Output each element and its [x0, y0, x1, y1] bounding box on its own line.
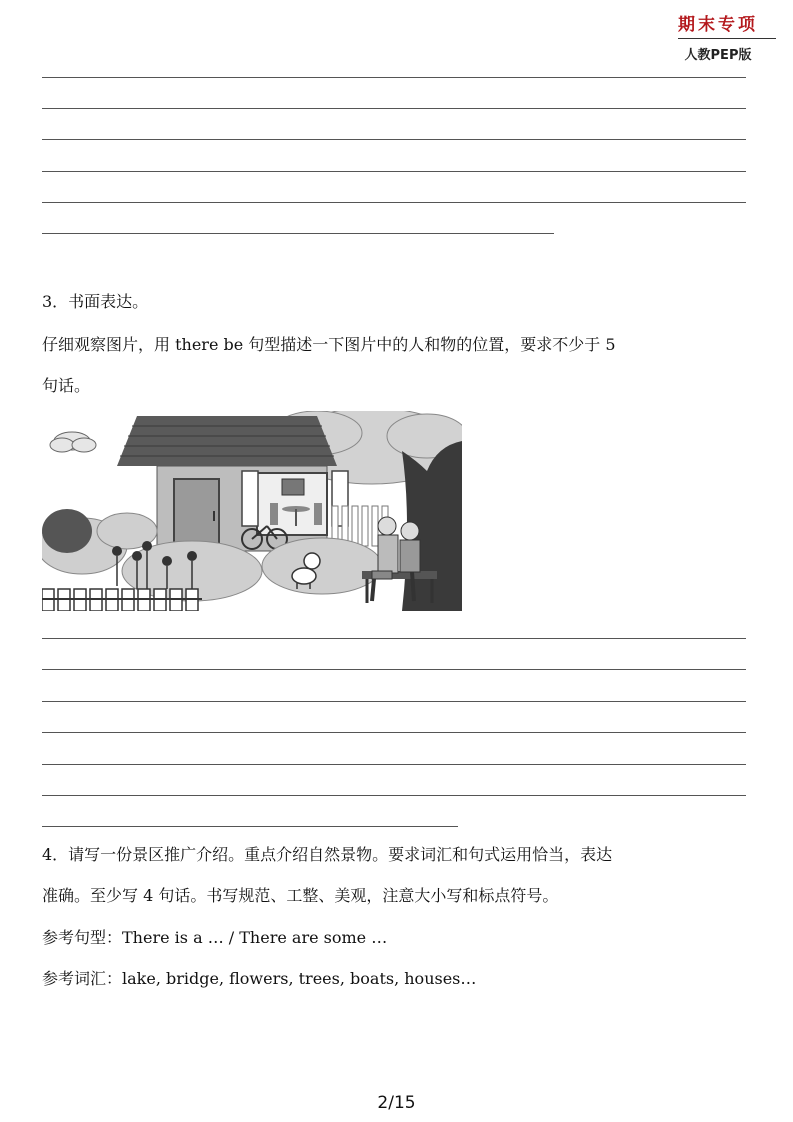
- q4-vocabulary-reference: 参考词汇：lake, bridge, flowers, trees, boats, houses…: [42, 969, 477, 988]
- house-garden-illustration: [42, 411, 462, 611]
- house-door: [174, 479, 219, 551]
- answer-line: [42, 669, 746, 670]
- man-body: [378, 535, 398, 573]
- answer-line: [42, 795, 746, 796]
- answer-line: [42, 638, 746, 639]
- man-head: [378, 517, 396, 535]
- answer-line: [42, 202, 746, 203]
- header-edition: 人教PEP版: [684, 48, 752, 63]
- answer-line: [42, 233, 554, 234]
- answer-line: [42, 701, 746, 702]
- house-roof: [117, 416, 337, 466]
- answer-line: [42, 826, 458, 827]
- q3-heading: 3．书面表达。: [42, 292, 149, 311]
- header-title: 期末专项: [678, 15, 758, 35]
- dark-shrub: [42, 509, 92, 553]
- woman-head: [401, 522, 419, 540]
- chair: [314, 503, 322, 525]
- q4-sentence-reference: 参考句型：There is a … / There are some …: [42, 928, 388, 947]
- q4-line-2: 准确。至少写 4 句话。书写规范、工整、美观，注意大小写和标点符号。: [42, 886, 559, 905]
- q3-instruction-line-2: 句话。: [42, 376, 91, 395]
- woman-body: [400, 540, 420, 572]
- answer-line: [42, 764, 746, 765]
- answer-line: [42, 732, 746, 733]
- q4-line-1: 4．请写一份景区推广介绍。重点介绍自然景物。要求词汇和句式运用恰当，表达: [42, 845, 613, 864]
- page-number: 2/15: [377, 1093, 416, 1113]
- answer-line: [42, 171, 746, 172]
- header-divider: [678, 38, 776, 39]
- q3-instruction-line-1: 仔细观察图片，用 there be 句型描述一下图片中的人和物的位置，要求不少于 5: [42, 335, 616, 354]
- chair: [270, 503, 278, 525]
- answer-line: [42, 139, 746, 140]
- answer-line: [42, 77, 746, 78]
- answer-line: [42, 108, 746, 109]
- picture-frame: [282, 479, 304, 495]
